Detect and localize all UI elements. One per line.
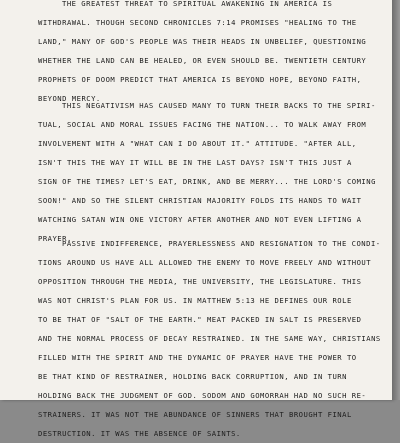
paragraph-1 — [38, 0, 383, 108]
page-edge-shadow — [392, 0, 400, 400]
text-line: TO BE THAT OF "SALT OF THE EARTH." MEAT PACKED IN SALT IS PRESERVED — [38, 315, 362, 324]
text-line: LAND," MANY OF GOD'S PEOPLE WAS THEIR HEADS IN UNBELIEF, QUESTIONING — [38, 37, 367, 46]
text-line: THE GREATEST THREAT TO SPIRITUAL AWAKENING IN AMERICA IS — [62, 0, 333, 8]
text-line: TUAL, SOCIAL AND MORAL ISSUES FACING THE NATION... TO WALK AWAY FROM — [38, 120, 367, 129]
text-line: BE THAT KIND OF RESTRAINER, HOLDING BACK CORRUPTION, AND IN TURN — [38, 372, 347, 381]
text-line: THIS NEGATIVISM HAS CAUSED MANY TO TURN THEIR BACKS TO THE SPIRI- — [62, 101, 376, 110]
text-line: WAS NOT CHRIST'S PLAN FOR US. IN MATTHEW 5:13 HE DEFINES OUR ROLE — [38, 296, 352, 305]
text-line: FILLED WITH THE SPIRIT AND THE DYNAMIC OF PRAYER HAVE THE POWER TO — [38, 353, 357, 362]
text-line: ISN'T THIS THE WAY IT WILL BE IN THE LAST DAYS? ISN'T THIS JUST A — [38, 158, 352, 167]
text-line: HOLDING BACK THE JUDGMENT OF GOD. SODOM AND GOMORRAH HAD NO SUCH RE- — [38, 391, 367, 400]
paragraph-3 — [38, 234, 383, 443]
text-line: WATCHING SATAN WIN ONE VICTORY AFTER ANOTHER AND NOT EVEN LIFTING A — [38, 215, 362, 224]
text-line: PROPHETS OF DOOM PREDICT THAT AMERICA IS BEYOND HOPE, BEYOND FAITH, — [38, 75, 362, 84]
text-line: AND THE NORMAL PROCESS OF DECAY RESTRAINED. IN THE SAME WAY, CHRISTIANS — [38, 334, 381, 343]
text-line: SIGN OF THE TIMES? LET'S EAT, DRINK, AND BE MERRY... THE LORD'S COMING — [38, 177, 376, 186]
text-line: SOON!" AND SO THE SILENT CHRISTIAN MAJORITY FOLDS ITS HANDS TO WAIT — [38, 196, 362, 205]
text-line: OPPOSITION THROUGH THE MEDIA, THE UNIVERSITY, THE LEGISLATURE. THIS — [38, 277, 362, 286]
text-line: WHETHER THE LAND CAN BE HEALED, OR EVEN SHOULD BE. TWENTIETH CENTURY — [38, 56, 367, 65]
text-line: BEYOND MERCY. — [38, 94, 101, 103]
text-line: STRAINERS. IT WAS NOT THE ABUNDANCE OF SINNERS THAT BROUGHT FINAL — [38, 410, 352, 419]
text-line: INVOLVEMENT WITH A "WHAT CAN I DO ABOUT IT." ATTITUDE. "AFTER ALL, — [38, 139, 357, 148]
text-line: TIONS AROUND US HAVE ALL ALLOWED THE ENEMY TO MOVE FREELY AND WITHOUT — [38, 258, 372, 267]
paragraph-2 — [38, 96, 383, 248]
text-line: PRAYER. — [38, 234, 72, 243]
text-line: DESTRUCTION. IT WAS THE ABSENCE OF SAINTS. — [38, 429, 241, 438]
text-line: WITHDRAWAL. THOUGH SECOND CHRONICLES 7:14 PROMISES "HEALING TO THE — [38, 18, 357, 27]
text-line: PASSIVE INDIFFERENCE, PRAYERLESSNESS AND RESIGNATION TO THE CONDI- — [62, 239, 381, 248]
